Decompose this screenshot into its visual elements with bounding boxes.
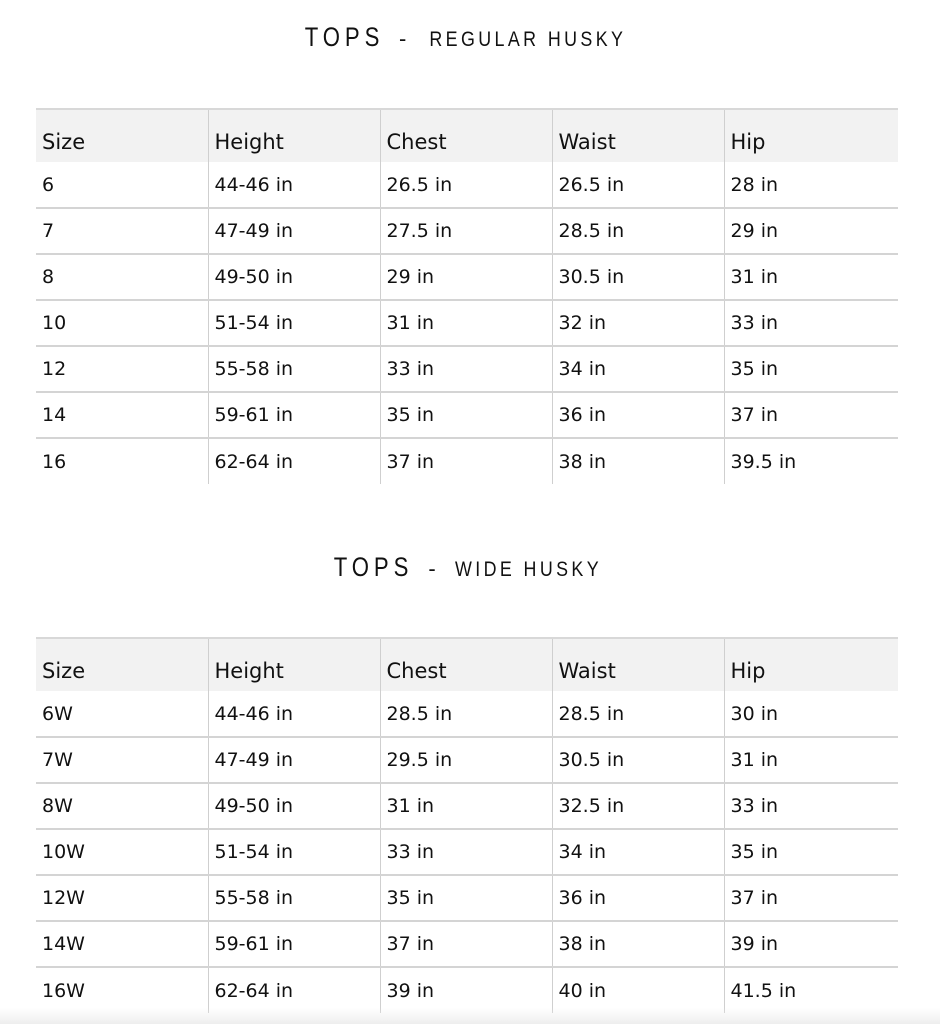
cell-size: 7 (42, 220, 55, 242)
cell-hip: 37 in (724, 392, 898, 438)
table-row (36, 438, 898, 484)
cell-height: 44-46 in (208, 162, 380, 208)
table-row (36, 300, 898, 346)
cell-hip: 39.5 in (724, 438, 898, 484)
cell-waist: 30.5 in (552, 254, 724, 300)
table-row (36, 254, 898, 300)
cell-chest: 33 in (380, 346, 552, 392)
cell-chest: 37 in (380, 921, 552, 967)
column-header-hip: Hip (724, 109, 898, 162)
column-header-chest: Chest (380, 109, 552, 162)
cell-chest: 37 in (380, 438, 552, 484)
column-header-size: Size (42, 130, 86, 154)
cell-height: 59-61 in (208, 921, 380, 967)
cell-chest: 26.5 in (380, 162, 552, 208)
cell-chest: 29.5 in (380, 737, 552, 783)
cell-hip: 37 in (724, 875, 898, 921)
cell-height: 47-49 in (208, 737, 380, 783)
cell-size: 6 (42, 173, 55, 196)
size-chart-regular-husky (36, 108, 898, 484)
table-row (36, 875, 898, 921)
cell-waist: 28.5 in (552, 691, 724, 737)
cell-height: 62-64 in (208, 438, 380, 484)
cell-chest: 28.5 in (380, 691, 552, 737)
header-row (36, 638, 898, 691)
cell-size: 12 (42, 358, 67, 380)
cell-chest: 27.5 in (380, 208, 552, 254)
title-main: TOPS (334, 552, 414, 582)
table-row (36, 208, 898, 254)
cell-hip: 33 in (724, 783, 898, 829)
title-separator: - (428, 556, 436, 581)
cell-waist: 34 in (552, 346, 724, 392)
cell-chest: 31 in (380, 300, 552, 346)
title-sub: REGULAR HUSKY (429, 28, 627, 51)
column-header-height: Height (208, 109, 380, 162)
cell-size: 16W (42, 979, 85, 1002)
cell-height: 44-46 in (208, 691, 380, 737)
cell-size: 16 (42, 450, 67, 473)
column-header-height: Height (208, 638, 380, 691)
cell-waist: 36 in (552, 392, 724, 438)
table-row (36, 783, 898, 829)
table-row (36, 829, 898, 875)
cell-size: 14W (42, 933, 85, 955)
title-sub: WIDE HUSKY (454, 558, 602, 581)
cell-size: 12W (42, 887, 85, 909)
table-row (36, 162, 898, 208)
column-header-chest: Chest (380, 638, 552, 691)
title-main: TOPS (304, 22, 385, 52)
cell-height: 62-64 in (208, 967, 380, 1013)
cell-size: 10W (42, 841, 85, 863)
cell-waist: 38 in (552, 438, 724, 484)
cell-waist: 36 in (552, 875, 724, 921)
cell-height: 51-54 in (208, 300, 380, 346)
cell-height: 49-50 in (208, 254, 380, 300)
cell-hip: 30 in (724, 691, 898, 737)
cell-height: 55-58 in (208, 346, 380, 392)
cell-hip: 39 in (724, 921, 898, 967)
cell-chest: 29 in (380, 254, 552, 300)
cell-size: 6W (42, 702, 73, 725)
cell-size: 14 (42, 404, 67, 426)
cell-hip: 35 in (724, 829, 898, 875)
table-row (36, 921, 898, 967)
section-title-wide-husky (0, 552, 940, 583)
table-row (36, 346, 898, 392)
cell-waist: 38 in (552, 921, 724, 967)
cell-hip: 33 in (724, 300, 898, 346)
table-row (36, 392, 898, 438)
table-row (36, 691, 898, 737)
cell-waist: 32 in (552, 300, 724, 346)
table-row (36, 967, 898, 1013)
cell-waist: 28.5 in (552, 208, 724, 254)
column-header-waist: Waist (552, 638, 724, 691)
cell-waist: 26.5 in (552, 162, 724, 208)
cell-hip: 29 in (724, 208, 898, 254)
size-chart-wide-husky (36, 637, 898, 1013)
cell-chest: 35 in (380, 875, 552, 921)
cell-hip: 31 in (724, 737, 898, 783)
header-row (36, 109, 898, 162)
cell-waist: 32.5 in (552, 783, 724, 829)
cell-chest: 39 in (380, 967, 552, 1013)
cell-waist: 30.5 in (552, 737, 724, 783)
cell-hip: 41.5 in (724, 967, 898, 1013)
cell-hip: 28 in (724, 162, 898, 208)
cell-size: 10 (42, 312, 67, 334)
cell-waist: 40 in (552, 967, 724, 1013)
cell-hip: 31 in (724, 254, 898, 300)
cell-size: 8W (42, 795, 73, 817)
cell-height: 59-61 in (208, 392, 380, 438)
table-row (36, 737, 898, 783)
cell-waist: 34 in (552, 829, 724, 875)
cell-size: 8 (42, 266, 55, 288)
column-header-size: Size (42, 659, 86, 683)
title-separator: - (398, 26, 407, 51)
cell-height: 49-50 in (208, 783, 380, 829)
cell-height: 55-58 in (208, 875, 380, 921)
column-header-hip: Hip (724, 638, 898, 691)
section-title-regular-husky (0, 22, 940, 53)
cell-height: 47-49 in (208, 208, 380, 254)
cell-hip: 35 in (724, 346, 898, 392)
cell-chest: 35 in (380, 392, 552, 438)
column-header-waist: Waist (552, 109, 724, 162)
cell-height: 51-54 in (208, 829, 380, 875)
cell-chest: 31 in (380, 783, 552, 829)
cell-size: 7W (42, 749, 73, 771)
bottom-fade (0, 1008, 940, 1024)
cell-chest: 33 in (380, 829, 552, 875)
